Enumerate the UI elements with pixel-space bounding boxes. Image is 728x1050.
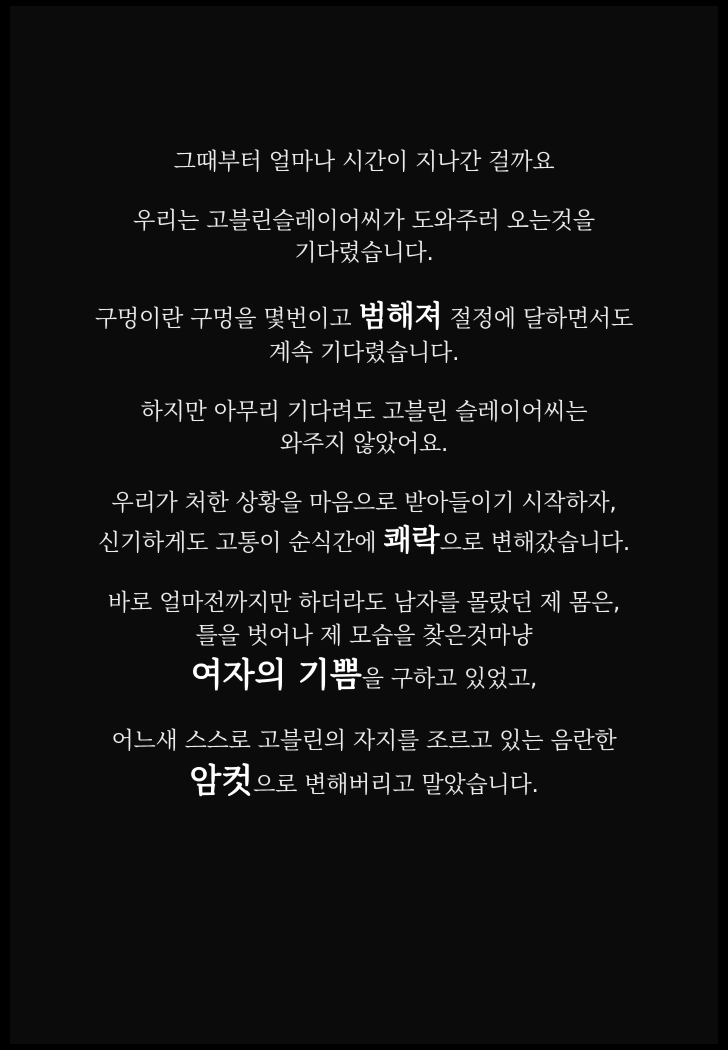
text-run: 기다렸습니다. [294, 240, 434, 267]
text-line [24, 520, 704, 561]
text-line [24, 725, 704, 758]
paragraph-7 [24, 725, 704, 805]
paragraph-2 [24, 205, 704, 270]
text-line [24, 428, 704, 461]
text-run: 으로 변해갔습니다. [439, 529, 630, 556]
text-run: 하지만 아무리 기다려도 고블린 슬레이어씨는 [140, 398, 588, 425]
text-run: 으로 변해버리고 말았습니다. [253, 771, 539, 798]
text-line [24, 205, 704, 238]
text-line [24, 296, 704, 337]
text-run: 절정에 달하면서도 [442, 305, 633, 332]
text-run: 을 구하고 있었고, [361, 666, 538, 693]
paragraph-1 [24, 146, 704, 179]
text-run: 계속 기다렸습니다. [268, 340, 460, 367]
text-line [24, 620, 704, 653]
emphasized-text-run: 암컷 [189, 760, 254, 800]
paragraph-3 [24, 296, 704, 370]
story-text-panel [10, 146, 718, 805]
text-run: 신기하게도 고통이 순식간에 [98, 529, 384, 556]
emphasized-text-run: 범해져 [358, 298, 443, 333]
emphasized-text-run: 여자의 기쁨 [190, 655, 362, 695]
text-run: 바로 얼마전까지만 하더라도 남자를 몰랐던 제 몸은, [107, 589, 621, 616]
text-line [24, 337, 704, 370]
text-run: 구멍이란 구멍을 몇번이고 [95, 305, 359, 332]
text-line [24, 587, 704, 620]
text-run: 우리가 처한 상황을 마음으로 받아들이기 시작하자, [111, 490, 617, 517]
paragraph-5 [24, 487, 704, 561]
text-line [24, 758, 704, 805]
text-run: 틀을 벗어나 제 모습을 찾은것마냥 [195, 622, 533, 649]
text-line [24, 396, 704, 429]
paragraph-4 [24, 396, 704, 461]
text-run: 와주지 않았어요. [279, 431, 449, 458]
paragraph-6 [24, 587, 704, 699]
text-run: 우리는 고블린슬레이어씨가 도와주러 오는것을 [133, 207, 595, 234]
text-line [24, 146, 704, 179]
text-line [24, 237, 704, 270]
text-line [24, 487, 704, 520]
text-run: 어느새 스스로 고블린의 자지를 조르고 있는 음란한 [111, 728, 617, 755]
text-run: 그때부터 얼마나 시간이 지나간 걸까요 [173, 149, 555, 175]
emphasized-text-run: 쾌락 [383, 522, 440, 557]
text-line [24, 652, 704, 699]
